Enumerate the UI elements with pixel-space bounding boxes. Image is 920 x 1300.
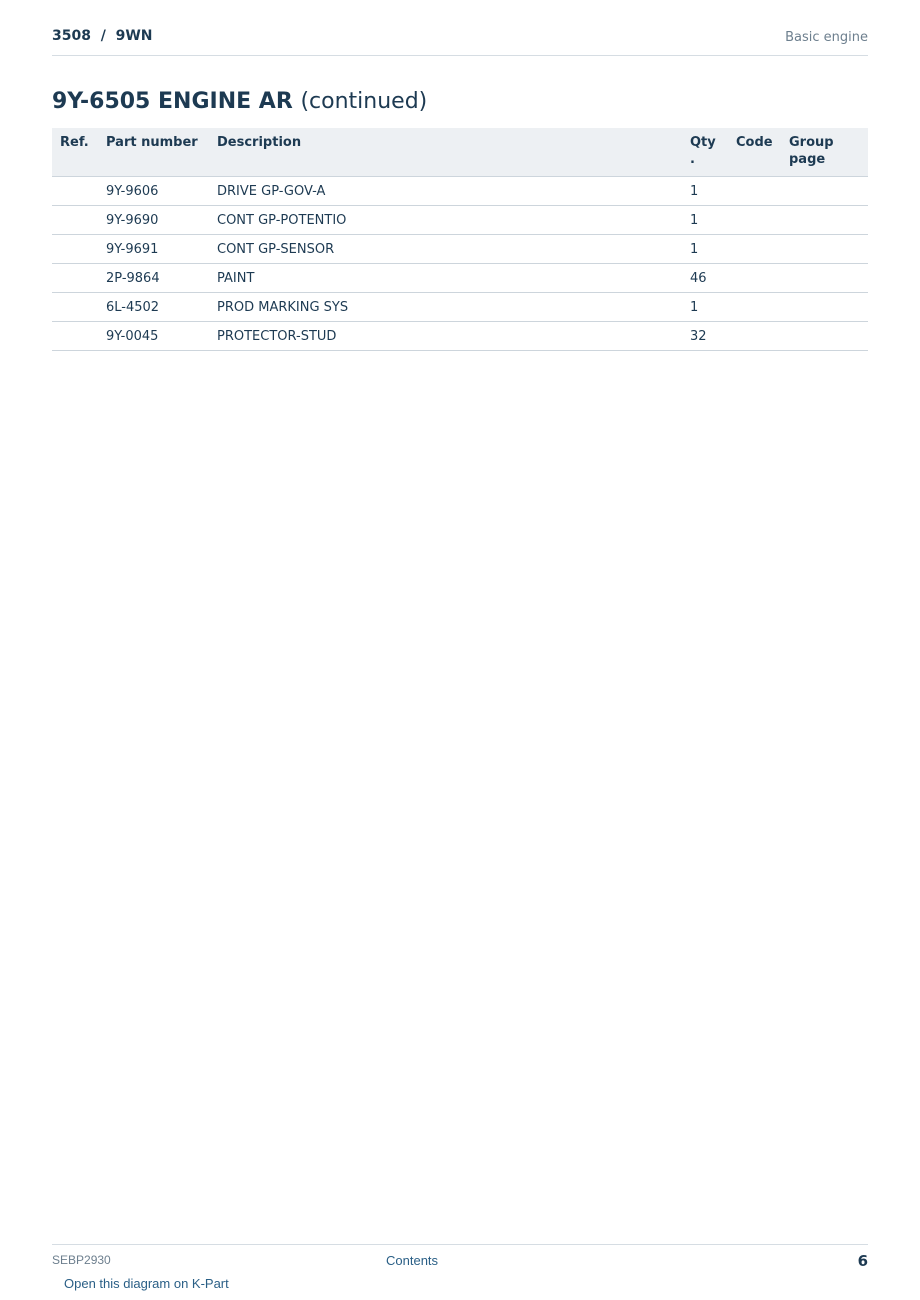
section-name: Basic engine (785, 30, 868, 45)
column-header-description: Description (209, 128, 682, 177)
table-row (52, 293, 868, 322)
cell-ref (52, 293, 98, 322)
cell-part-number: 9Y-9691 (98, 235, 209, 264)
cell-qty: 1 (682, 293, 728, 322)
cell-ref (52, 235, 98, 264)
cell-part-number: 9Y-0045 (98, 322, 209, 351)
open-kpart-link[interactable]: Open this diagram on K-Part (64, 1276, 229, 1291)
cell-code (728, 264, 781, 293)
cell-code (728, 293, 781, 322)
cell-qty: 46 (682, 264, 728, 293)
contents-link[interactable]: Contents (386, 1253, 439, 1268)
cell-group-page (781, 293, 868, 322)
page-header (52, 28, 868, 56)
engine-model: 3508 / 9WN (52, 28, 153, 44)
page-footer (52, 1244, 868, 1268)
cell-qty: 1 (682, 235, 728, 264)
cell-description: PROTECTOR-STUD (209, 322, 682, 351)
table-row (52, 206, 868, 235)
cell-code (728, 235, 781, 264)
cell-description: CONT GP-SENSOR (209, 235, 682, 264)
cell-description: DRIVE GP-GOV-A (209, 177, 682, 206)
cell-code (728, 322, 781, 351)
column-header-group-page: Group page (781, 128, 868, 177)
cell-group-page (781, 177, 868, 206)
cell-ref (52, 264, 98, 293)
cell-group-page (781, 264, 868, 293)
cell-part-number: 9Y-9606 (98, 177, 209, 206)
cell-qty: 1 (682, 206, 728, 235)
table-row (52, 177, 868, 206)
column-header-code: Code (728, 128, 781, 177)
table-row (52, 322, 868, 351)
page-number: 6 (857, 1252, 868, 1270)
document-number: SEBP2930 (52, 1253, 111, 1267)
cell-part-number: 9Y-9690 (98, 206, 209, 235)
cell-part-number: 2P-9864 (98, 264, 209, 293)
cell-part-number: 6L-4502 (98, 293, 209, 322)
cell-description: PAINT (209, 264, 682, 293)
cell-group-page (781, 206, 868, 235)
table-header-row (52, 128, 868, 177)
continued-label: (continued) (300, 89, 428, 114)
cell-description: PROD MARKING SYS (209, 293, 682, 322)
cell-group-page (781, 322, 868, 351)
cell-qty: 1 (682, 177, 728, 206)
cell-code (728, 206, 781, 235)
page-title (52, 89, 427, 114)
cell-description: CONT GP-POTENTIO (209, 206, 682, 235)
assembly-part-title: 9Y-6505 ENGINE AR (52, 89, 293, 114)
cell-qty: 32 (682, 322, 728, 351)
parts-table (52, 128, 868, 351)
cell-ref (52, 206, 98, 235)
column-header-part-number: Part number (98, 128, 209, 177)
cell-ref (52, 322, 98, 351)
table-row (52, 264, 868, 293)
column-header-ref: Ref. (52, 128, 98, 177)
table-row (52, 235, 868, 264)
cell-ref (52, 177, 98, 206)
column-header-qty: Qty . (682, 128, 728, 177)
cell-group-page (781, 235, 868, 264)
cell-code (728, 177, 781, 206)
